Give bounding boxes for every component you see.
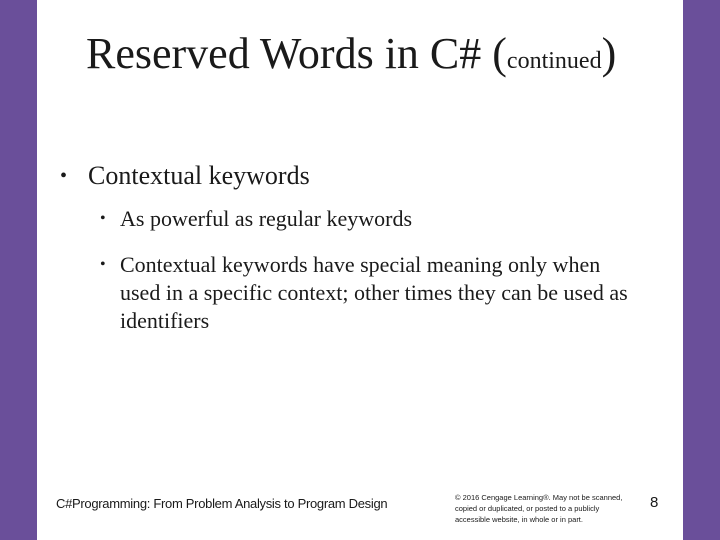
sub-bullet-special-meaning bbox=[100, 251, 640, 335]
bullet-dot: • bbox=[60, 165, 68, 187]
sub-bullet-powerful bbox=[100, 205, 640, 233]
bullet-text: Contextual keywords bbox=[88, 161, 310, 190]
right-accent-bar bbox=[683, 0, 720, 540]
footer-copyright: © 2016 Cengage Learning®. May not be scanned, copied or duplicated, or posted to a publicly accessible website, in whole or in part. bbox=[455, 493, 623, 524]
title-continued: continued bbox=[506, 48, 602, 74]
sub-bullet-text: Contextual keywords have special meaning only when used in a specific context; other times they can be used as identifiers bbox=[120, 252, 628, 333]
sub-bullet-text: As powerful as regular keywords bbox=[120, 206, 413, 231]
slide-title bbox=[86, 28, 646, 87]
footer-course-title: C#Programming: From Problem Analysis to Program Design bbox=[56, 496, 388, 511]
title-main: Reserved Words in C# ( bbox=[86, 29, 507, 78]
left-accent-bar bbox=[0, 0, 37, 540]
sub-bullet-dot: • bbox=[100, 256, 106, 273]
title-close-paren: ) bbox=[601, 29, 617, 78]
sub-bullet-dot: • bbox=[100, 210, 106, 227]
page-number: 8 bbox=[650, 494, 659, 511]
